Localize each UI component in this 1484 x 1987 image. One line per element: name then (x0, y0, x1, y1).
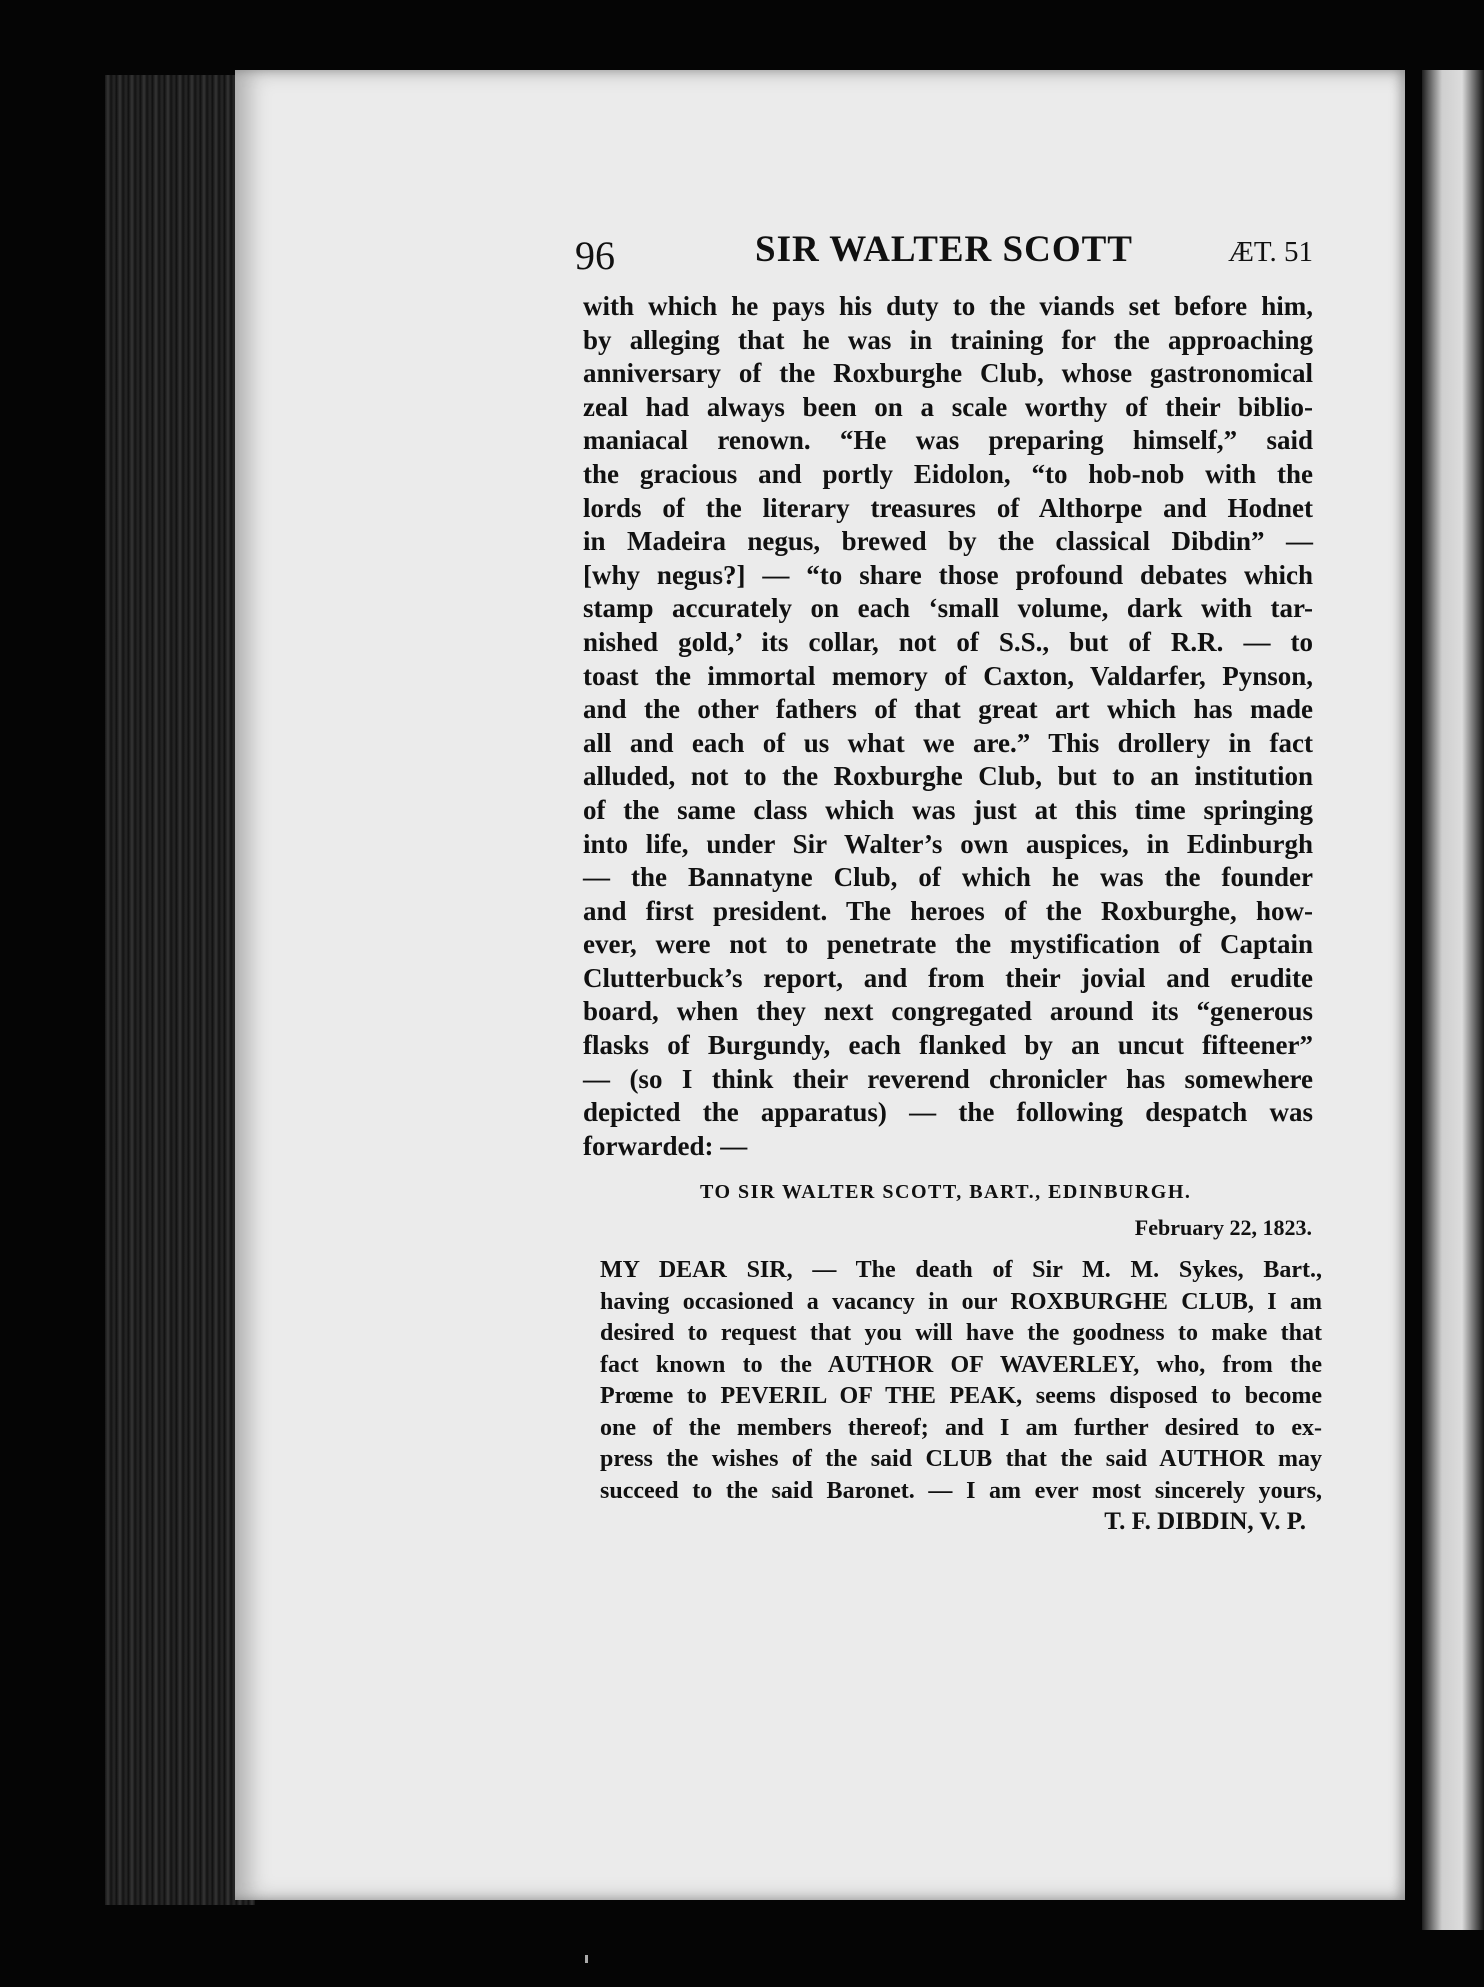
letter-line: one of the members thereof; and I am further desired to ex- (600, 1414, 1322, 1441)
text-line: stamp accurately on each ‘small volume, dark with tar- (583, 593, 1313, 624)
text-line: board, when they next congregated around its “generous (583, 996, 1313, 1027)
scan-speck (585, 1955, 588, 1963)
body-paragraph (583, 290, 1313, 1163)
text-line: ever, were not to penetrate the mystification of Captain (583, 929, 1313, 960)
letter-line: fact known to the AUTHOR OF WAVERLEY, who, from the (600, 1351, 1322, 1378)
letter-signature: T. F. DIBDIN, V. P. (1104, 1508, 1306, 1535)
text-line: anniversary of the Roxburghe Club, whose gastronomical (583, 358, 1313, 389)
letter-line: MY DEAR SIR, — The death of Sir M. M. Sykes, Bart., (600, 1257, 1322, 1283)
running-title: SIR WALTER SCOTT (755, 229, 1133, 270)
text-line: maniacal renown. “He was preparing himself,” said (583, 425, 1313, 456)
text-line: lords of the literary treasures of Althorpe and Hodnet (583, 492, 1313, 523)
text-line: into life, under Sir Walter’s own auspices, in Edinburgh (583, 828, 1313, 859)
letter-line: succeed to the said Baronet. — I am ever most sincerely yours, (600, 1477, 1322, 1504)
text-line: in Madeira negus, brewed by the classical Dibdin” — (583, 526, 1313, 557)
page-number: 96 (575, 233, 615, 278)
letter-date: February 22, 1823. (1134, 1215, 1312, 1240)
text-line: zeal had always been on a scale worthy of their biblio- (583, 391, 1313, 422)
text-line: all and each of us what we are.” This drollery in fact (583, 727, 1313, 758)
letter-body (600, 1255, 1322, 1507)
text-line: with which he pays his duty to the viands set before him, (583, 291, 1313, 321)
aet-label: ÆT. 51 (1228, 236, 1313, 268)
facing-page-sliver (1422, 70, 1484, 1930)
text-line: — (so I think their reverend chronicler has somewhere (583, 1063, 1313, 1094)
letter-line: having occasioned a vacancy in our ROXBURGHE CLUB, I am (600, 1288, 1322, 1315)
text-line: flasks of Burgundy, each flanked by an uncut fifteener” (583, 1030, 1313, 1061)
text-line: and first president. The heroes of the Roxburghe, how- (583, 895, 1313, 926)
text-line: [why negus?] — “to share those profound debates which (583, 559, 1313, 590)
text-line: depicted the apparatus) — the following despatch was (583, 1097, 1313, 1128)
text-line: alluded, not to the Roxburghe Club, but to an institution (583, 761, 1313, 792)
letter-line: Prœme to PEVERIL OF THE PEAK, seems disposed to become (600, 1383, 1322, 1409)
text-line: Clutterbuck’s report, and from their jovial and erudite (583, 962, 1313, 993)
text-line: the gracious and portly Eidolon, “to hob-nob with the (583, 458, 1313, 489)
book-page-edges (105, 75, 255, 1905)
text-line: by alleging that he was in training for the approaching (583, 324, 1313, 355)
letter-heading: TO SIR WALTER SCOTT, BART., EDINBURGH. (700, 1181, 1192, 1203)
running-head (575, 228, 1313, 278)
text-line: nished gold,’ its collar, not of S.S., but of R.R. — to (583, 626, 1313, 657)
text-line: toast the immortal memory of Caxton, Valdarfer, Pynson, (583, 660, 1313, 691)
text-line: and the other fathers of that great art which has made (583, 694, 1313, 725)
text-line: of the same class which was just at this time springing (583, 794, 1313, 825)
letter-line: press the wishes of the said CLUB that the said AUTHOR may (600, 1446, 1322, 1472)
letter-line: desired to request that you will have the goodness to make that (600, 1320, 1322, 1346)
text-line: — the Bannatyne Club, of which he was the founder (583, 862, 1313, 893)
text-line: forwarded: — (583, 1130, 748, 1161)
